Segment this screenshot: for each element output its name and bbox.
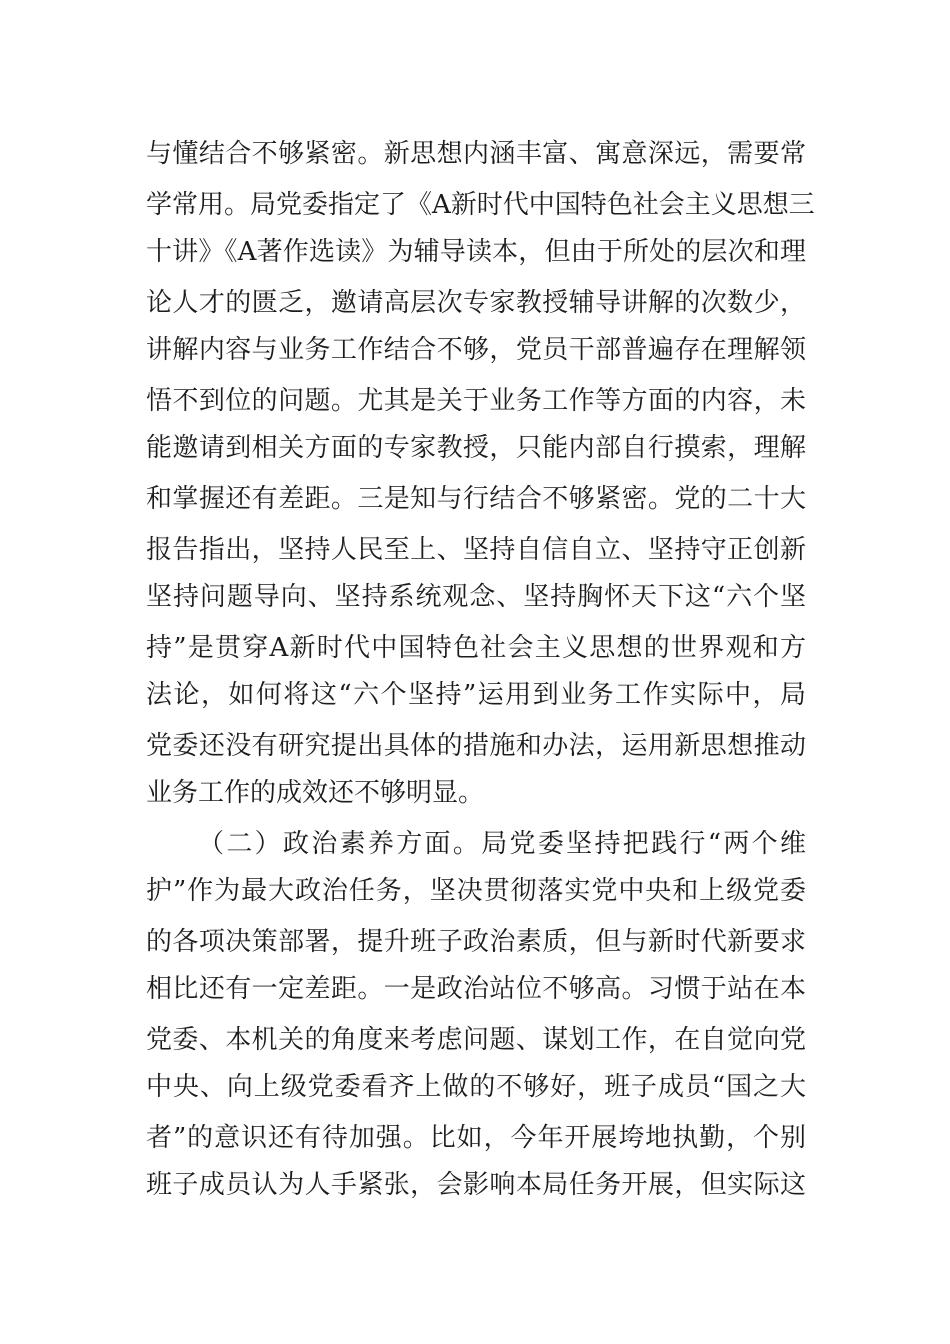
text-line: 讲解内容与业务工作结合不够，党员干部普遍存在理解领 [146,335,806,365]
text-line: 的各项决策部署，提升班子政治素质，但与新时代新要求 [146,927,806,957]
text-line: 报告指出，坚持人民至上、坚持自信自立、坚持守正创新 [146,535,806,565]
text-line: 党委还没有研究提出具体的措施和办法，运用新思想推动 [146,731,806,761]
text-line: 悟不到位的问题。尤其是关于业务工作等方面的内容，未 [146,386,806,416]
text-line: 能邀请到相关方面的专家教授，只能内部自行摸索，理解 [146,433,806,463]
text-line: 者”的意识还有待加强。比如，今年开展垮地执勤，个别 [146,1123,806,1153]
text-line: 相比还有一定差距。一是政治站位不够高。习惯于站在本 [146,974,806,1004]
text-line: 与懂结合不够紧密。新思想内涵丰富、寓意深远，需要常 [146,139,806,169]
section-heading-line: （二）政治素养方面。局党委坚持把践行“两个维 [198,829,806,859]
text-line: 护”作为最大政治任务，坚决贯彻落实党中央和上级党委 [146,876,806,906]
text-line: 持”是贯穿A新时代中国特色社会主义思想的世界观和方 [146,633,806,663]
text-line: 十讲》《A著作选读》为辅导读本，但由于所处的层次和理 [146,237,806,267]
text-line: 和掌握还有差距。三是知与行结合不够紧密。党的二十大 [146,484,806,514]
text-line: 法论，如何将这“六个坚持”运用到业务工作实际中，局 [146,680,806,710]
text-line: 党委、本机关的角度来考虑问题、谋划工作，在自觉向党 [146,1025,806,1055]
text-line: 学常用。局党委指定了《A新时代中国特色社会主义思想三 [146,190,815,220]
text-line: 论人才的匮乏，邀请高层次专家教授辅导讲解的次数少， [146,288,806,318]
text-line: 中央、向上级党委看齐上做的不够好，班子成员“国之大 [146,1072,806,1102]
text-line: 业务工作的成效还不够明显。 [146,778,485,808]
text-line: 班子成员认为人手紧张，会影响本局任务开展，但实际这 [146,1170,806,1200]
text-line: 坚持问题导向、坚持系统观念、坚持胸怀天下这“六个坚 [146,582,806,612]
